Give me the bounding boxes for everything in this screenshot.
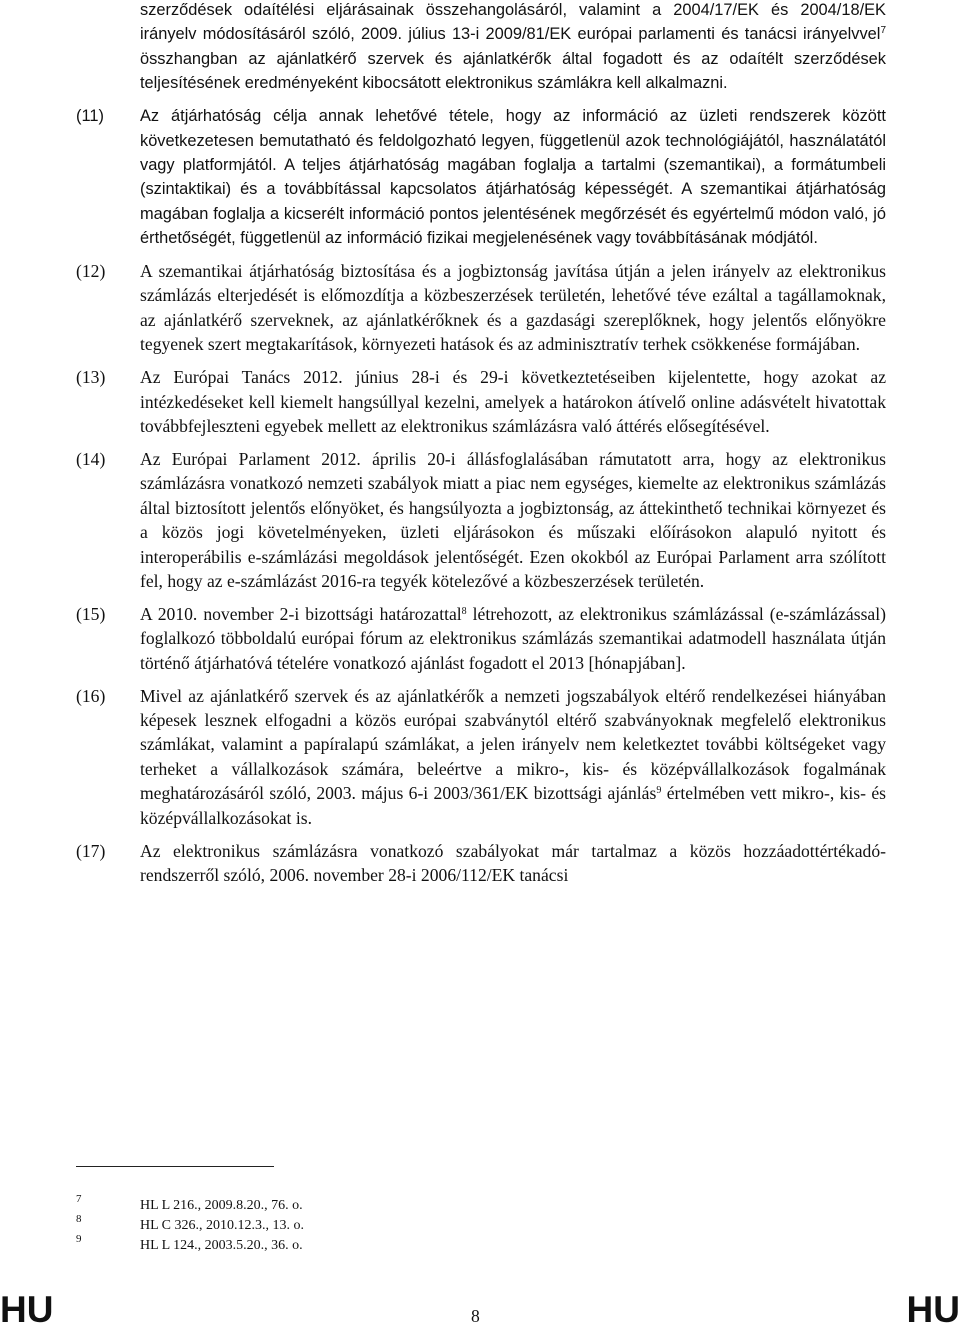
footnote-text: HL L 124., 2003.5.20., 36. o. [140, 1238, 303, 1253]
footnote-ref-7[interactable]: 7 [880, 25, 886, 37]
document-body [76, 0, 886, 896]
recital-17 [76, 839, 886, 888]
recital-text-post: értelmében vett mikro-, kis- és középvállalkozásokat is. [140, 783, 887, 828]
recital-number: (12) [76, 261, 106, 282]
recital-text: Az átjárhatóság célja annak lehetővé tétele, hogy az információ az üzleti rendszerek között következetesen bemutatható és feldolgozható legyen, függetlenül azok technológiájától, használatától vagy platformjától. A teljes átjárhatóság magában foglalja a tartalmi (szemantikai), a formátumbeli (szintaktikai) és a továbbítással kapcsolatos átjárhatóság képességét. A szemantikai átjárhatóság magában foglalja a kicserélt információ pontos jelentésének megőrzését és egyértelmű módon való, jó érthetőségét, függetlenül az információ fizikai megjelenésének vagy továbbításának módjától. [140, 107, 886, 248]
footnotes [76, 1193, 676, 1256]
footnote-text: HL C 326., 2010.12.3., 13. o. [140, 1218, 304, 1233]
recital-number: (16) [76, 685, 106, 706]
footnote-9 [76, 1233, 676, 1256]
recital-13 [76, 365, 886, 438]
continuation-paragraph [76, 0, 886, 96]
footnote-7 [76, 1193, 676, 1216]
recital-number: (17) [76, 840, 106, 861]
footnote-separator [76, 1166, 274, 1167]
recital-text: A szemantikai átjárhatóság biztosítása és a jogbiztonság javítása útján a jelen irányelv az elektronikus számlázás elterjedését is előmozdítja a közbeszerzések területén, lehetővé téve ezáltal a tagállamoknak, az ajánlatkérő szerveknek, az ajánlatkérőknek és a gazdasági szereplőknek, hogy jelentős előnyökre tegyenek szert megtakarítások, környezeti hatások és az adminisztratív terhek csökkenése formájában. [140, 261, 886, 355]
recital-number: (15) [76, 603, 106, 624]
recital-16 [76, 684, 886, 830]
footnote-ref-9[interactable]: 9 [656, 785, 662, 797]
recital-number: (14) [76, 448, 106, 469]
recital-text: Az elektronikus számlázásra vonatkozó szabályokat már tartalmaz a közös hozzáadottértékadó-rendszerről szóló, 2006. november 28-i 2006/112/EK tanácsi [140, 840, 886, 885]
continuation-text-2: összhangban az ajánlatkérő szervek és ajánlatkérők által fogadott és az odaítélt szerződések teljesítésének eredményeként kibocsátott elektronikus számlákra kell alkalmazni. [140, 49, 886, 93]
recital-text: Az Európai Tanács 2012. június 28-i és 29-i következtetéseiben kijelentette, hogy azokat az intézkedéseket kell kiemelt hangsúllyal kezelni, amelyek a határokon átívelő online adásvételt hivatottak továbbfejleszteni egyebek mellett az elektronikus számlázásra való áttérés elősegítésével. [140, 367, 886, 436]
recital-11 [76, 104, 886, 250]
footnote-ref-8[interactable]: 8 [461, 605, 467, 617]
recital-text-pre: A 2010. november 2-i bizottsági határozattal [140, 603, 462, 624]
footnote-text: HL L 216., 2009.8.20., 76. o. [140, 1198, 303, 1213]
recital-number: (11) [76, 107, 104, 126]
recital-12 [76, 259, 886, 357]
footnote-number: 9 [76, 1233, 82, 1245]
footnote-8 [76, 1213, 676, 1236]
language-code-right: HU [906, 1289, 960, 1330]
recital-text-pre: Mivel az ajánlatkérő szervek és az ajánlatkérők a nemzeti jogszabályok eltérő rendelkezései hiányában képesek lesznek elfogadni a közös európai szabványtól eltérő szabványoknak megfelelő elektronikus számlákat, valamint a papíralapú számlákat, a jelen irányelv nem keletkeztet további költségeket vagy terheket a vállalkozások számára, beleértve a mikro-, kis- és középvállalkozások fogalmának meghatározásáról szóló, 2003. május 6-i 2003/361/EK bizottsági ajánlás [140, 685, 886, 804]
continuation-text-1: szerződések odaítélési eljárásainak összehangolásáról, valamint a 2004/17/EK és 2004/18/EK irányelv módosításáról szóló, 2009. július 13-i 2009/81/EK európai parlamenti és tanácsi irányelvvel [140, 1, 886, 44]
recital-text-post: létrehozott, az elektronikus számlázással (e-számlázással) foglalkozó többoldalú európai fórum az elektronikus számlázás szemantikai adatmodell használata útján történő átjárhatóvá tételére vonatkozó ajánlást fogadott el 2013 [hónapjában]. [140, 603, 886, 673]
footnote-number: 8 [76, 1213, 82, 1225]
language-code-left: HU [0, 1289, 54, 1330]
recital-text: Az Európai Parlament 2012. április 20-i állásfoglalásában rámutatott arra, hogy az elektronikus számlázásra vonatkozó nemzeti szabályok miatt a piac nem egységes, kiemelte az elektronikus számlázás által biztosított jelentős előnyöket, és hangsúlyozta a jogbiztonság, az áttekinthető technikai környezet és a közös jogi követelményeken, üzleti eljárásokon és műszaki előírásokon alapuló nyitott és interoperábilis e-számlázási megoldások jelentőségét. Ezen okokból az Európai Parlament arra szólított fel, hogy az e-számlázást 2016-ra tegyék kötelezővé a közbeszerzések területén. [140, 448, 886, 591]
recital-number: (13) [76, 367, 106, 388]
page-number: 8 [471, 1306, 480, 1326]
recital-14 [76, 447, 886, 593]
page-footer [0, 1290, 960, 1330]
recital-15 [76, 602, 886, 675]
footnote-number: 7 [76, 1193, 82, 1205]
